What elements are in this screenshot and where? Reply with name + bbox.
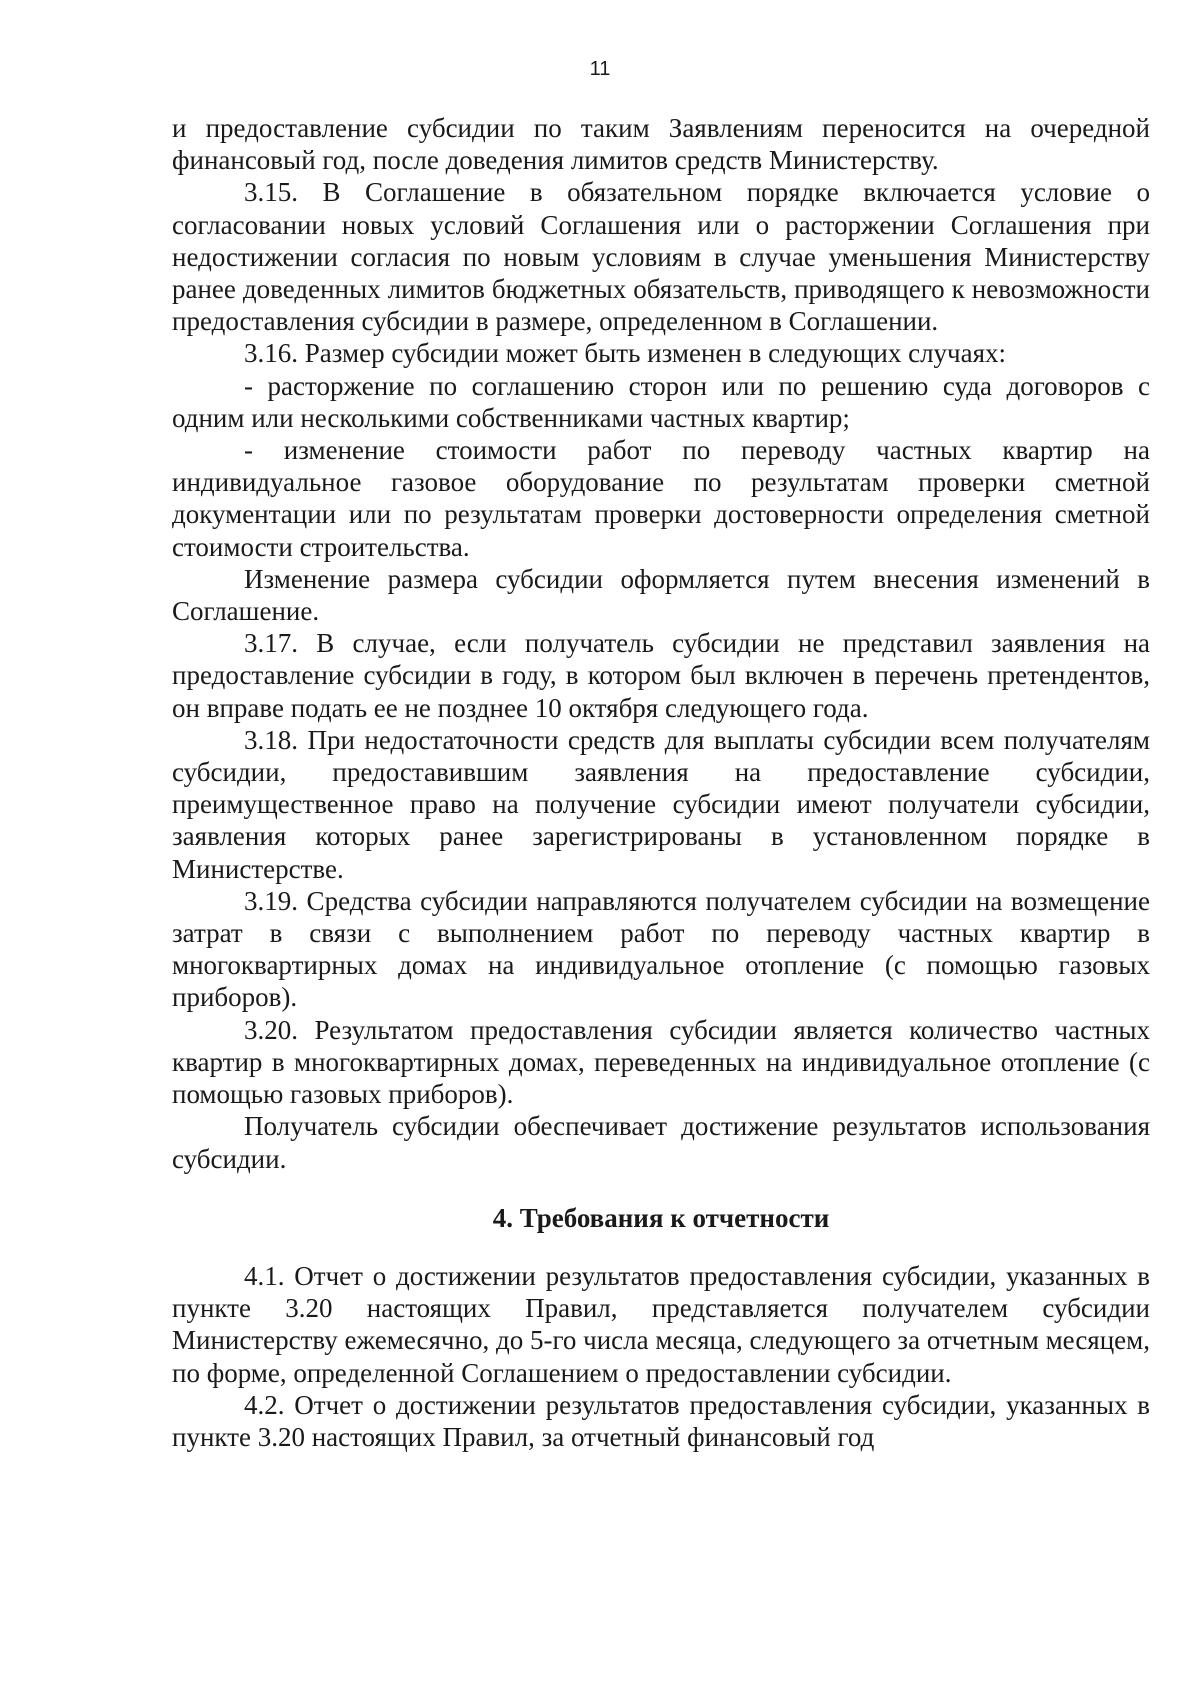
paragraph-3-15: 3.15. В Соглашение в обязательном порядке включается условие о согласовании новых условий Соглашения или о расторжении Соглашения при недостижении согласия по новым условиям в случае уменьшения Министерству ранее доведенных лимитов бюджетных обязательств, приводящего к невозможности предоставления субсидии в размере, определенном в Соглашении.: [172, 177, 1150, 337]
document-body: [172, 112, 1150, 1453]
list-item-termination: - расторжение по соглашению сторон или по решению суда договоров с одним или несколькими собственниками частных квартир;: [172, 370, 1150, 433]
paragraph-3-19: 3.19. Средства субсидии направляются получателем субсидии на возмещение затрат в связи с выполнением работ по переводу частных квартир в многоквартирных домах на индивидуальное отопление (с помощью газовых приборов).: [172, 885, 1150, 1013]
section-heading-4: 4. Требования к отчетности: [492, 1202, 830, 1233]
paragraph-4-1: 4.1. Отчет о достижении результатов предоставления субсидии, указанных в пункте 3.20 настоящих Правил, представляется получателем субсидии Министерству ежемесячно, до 5-го числа месяца, следующего за отчетным месяцем, по форме, определенной Соглашением о предоставлении субсидии.: [172, 1260, 1150, 1388]
page-number: 11: [589, 58, 611, 80]
paragraph-4-2: 4.2. Отчет о достижении результатов предоставления субсидии, указанных в пункте 3.20 настоящих Правил, за отчетный финансовый год: [172, 1389, 1150, 1452]
paragraph-3-18: 3.18. При недостаточности средств для выплаты субсидии всем получателям субсидии, предоставившим заявления на предоставление субсидии, преимущественное право на получение субсидии имеют получатели субсидии, заявления которых ранее зарегистрированы в установленном порядке в Министерстве.: [172, 724, 1150, 884]
paragraph-3-17: 3.17. В случае, если получатель субсидии не представил заявления на предоставление субсидии в году, в котором был включен в перечень претендентов, он вправе подать ее не позднее 10 октября следующего года.: [172, 628, 1150, 723]
paragraph-recipient-obligation: Получатель субсидии обеспечивает достижение результатов использования субсидии.: [172, 1111, 1150, 1174]
list-item-cost-change: - изменение стоимости работ по переводу частных квартир на индивидуальное газовое оборудование по результатам проверки сметной документации или по результатам проверки достоверности определения сметной стоимости строительства.: [172, 435, 1150, 562]
paragraph-3-20: 3.20. Результатом предоставления субсидии является количество частных квартир в многоквартирных домах, переведенных на индивидуальное отопление (с помощью газовых приборов).: [172, 1014, 1150, 1110]
paragraph-continuation: и предоставление субсидии по таким Заявлениям переносится на очередной финансовый год, после доведения лимитов средств Министерству.: [172, 113, 1150, 176]
paragraph-amendment: Изменение размера субсидии оформляется путем внесения изменений в Соглашение.: [172, 563, 1150, 627]
paragraph-3-16: 3.16. Размер субсидии может быть изменен в следующих случаях:: [244, 338, 1007, 369]
